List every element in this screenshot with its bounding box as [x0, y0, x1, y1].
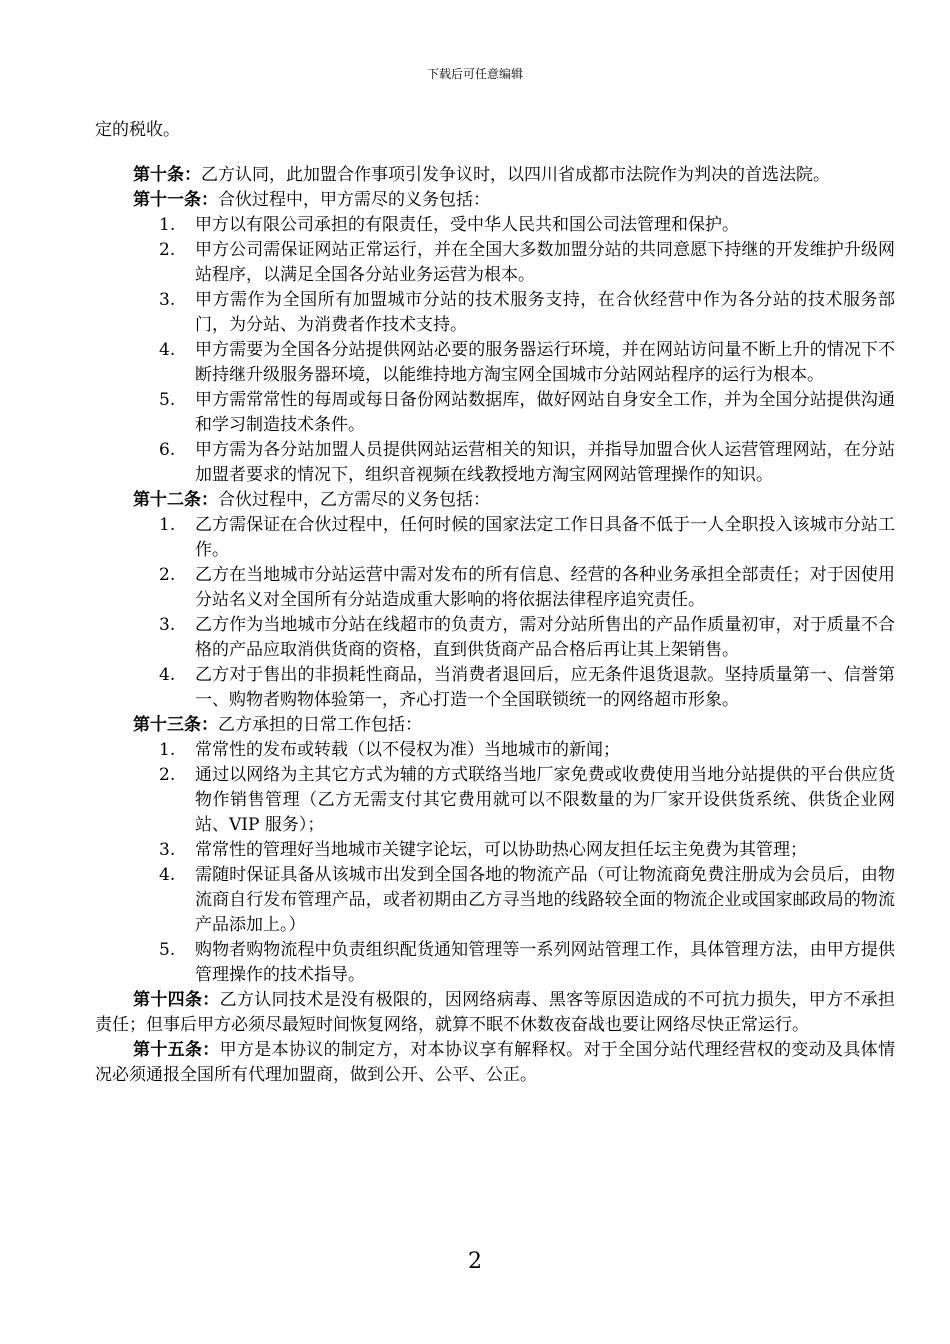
list-item-number: 1.: [159, 740, 176, 760]
article-paragraph: [95, 1038, 895, 1088]
article-text: 合伙过程中，甲方需尽的义务包括：: [218, 190, 490, 210]
article-paragraph: [95, 988, 895, 1038]
list-item: [95, 763, 895, 838]
article-label: 第十二条：: [133, 490, 218, 510]
list-item: [95, 863, 895, 938]
list-item-number: 3.: [159, 840, 176, 860]
article-item-list: [95, 513, 895, 713]
list-item-text: 通过以网络为主其它方式为辅的方式联络当地厂家免费或收费使用当地分站提供的平台供应货物作销售管理（乙方无需支付其它费用就可以不限数量的为厂家开设供货系统、供货企业网站、VIP 服务）；: [195, 765, 895, 835]
article-label: 第十条：: [133, 165, 201, 185]
article-list: [95, 163, 895, 1088]
list-item-text: 常常性的管理好当地城市关键字论坛，可以协助热心网友担任坛主免费为其管理；: [195, 840, 807, 860]
article-item-list: [95, 738, 895, 988]
article-paragraph: [95, 163, 895, 188]
list-item-text: 甲方需要为全国各分站提供网站必要的服务器运行环境，并在网站访问量不断上升的情况下不断持继升级服务器环境，以能维持地方淘宝网全国城市分站网站程序的运行为根本。: [195, 340, 895, 385]
list-item: [95, 388, 895, 438]
article-item-list: [95, 213, 895, 488]
article-label: 第十一条：: [133, 190, 218, 210]
article-text: 乙方认同，此加盟合作事项引发争议时，以四川省成都市法院作为判决的首选法院。: [201, 165, 830, 185]
list-item-text: 购物者购物流程中负责组织配货通知管理等一系列网站管理工作，具体管理方法，由甲方提供管理操作的技术指导。: [195, 940, 895, 985]
list-item-number: 2.: [159, 240, 176, 260]
list-item: [95, 938, 895, 988]
article-text: 甲方是本协议的制定方，对本协议享有解释权。对于全国分站代理经营权的变动及具体情况必须通报全国所有代理加盟商，做到公开、公平、公正。: [95, 1040, 896, 1085]
list-item-text: 乙方需保证在合伙过程中，任何时候的国家法定工作日具备不低于一人全职投入该城市分站工作。: [195, 515, 895, 560]
list-item: [95, 213, 895, 238]
article-paragraph: [95, 713, 895, 738]
list-item-text: 常常性的发布或转载（以不侵权为准）当地城市的新闻；: [195, 740, 620, 760]
list-item-number: 5.: [159, 940, 176, 960]
list-item: [95, 288, 895, 338]
list-item: [95, 338, 895, 388]
page-header: 下载后可任意编辑: [426, 67, 523, 81]
list-item-number: 4.: [159, 340, 176, 360]
list-item-text: 乙方对于售出的非损耗性商品，当消费者退回后，应无条件退货退款。坚持质量第一、信誉第一、购物者购物体验第一，齐心打造一个全国联锁统一的网络超市形象。: [195, 665, 895, 710]
list-item-text: 甲方需常常性的每周或每日备份网站数据库，做好网站自身安全工作，并为全国分站提供沟通和学习制造技术条件。: [195, 390, 895, 435]
list-item: [95, 563, 895, 613]
list-item-number: 4.: [159, 665, 176, 685]
list-item-text: 需随时保证具备从该城市出发到全国各地的物流产品（可让物流商免费注册成为会员后，由物流商自行发布管理产品，或者初期由乙方寻当地的线路较全面的物流企业或国家邮政局的物流产品添加上。）: [195, 865, 895, 935]
list-item: [95, 838, 895, 863]
list-item-number: 1.: [159, 215, 176, 235]
page-number: 2: [468, 1249, 482, 1274]
article-text: 乙方承担的日常工作包括：: [218, 715, 422, 735]
list-item: [95, 513, 895, 563]
continuation-text: 定的税收。: [95, 120, 180, 140]
article-label: 第十五条：: [133, 1040, 220, 1060]
list-item-text: 乙方作为当地城市分站在线超市的负责方，需对分站所售出的产品作质量初审，对于质量不合格的产品应取消供货商的资格，直到供货商产品合格后再让其上架销售。: [195, 615, 895, 660]
list-item-text: 甲方以有限公司承担的有限责任，受中华人民共和国公司法管理和保护。: [195, 215, 739, 235]
list-item-number: 5.: [159, 390, 176, 410]
article-paragraph: [95, 488, 895, 513]
list-item: [95, 738, 895, 763]
article-text: 乙方认同技术是没有极限的，因网络病毒、黑客等原因造成的不可抗力损失，甲方不承担责任；但事后甲方必须尽最短时间恢复网络，就算不眠不休数夜奋战也要让网络尽快正常运行。: [95, 990, 896, 1035]
list-item-text: 甲方公司需保证网站正常运行，并在全国大多数加盟分站的共同意愿下持继的开发维护升级网站程序，以满足全国各分站业务运营为根本。: [195, 240, 895, 285]
article-paragraph: [95, 188, 895, 213]
list-item-number: 3.: [159, 290, 176, 310]
article-label: 第十四条：: [133, 990, 220, 1010]
list-item: [95, 238, 895, 288]
document-body: [95, 118, 895, 1088]
article-label: 第十三条：: [133, 715, 218, 735]
list-item-number: 4.: [159, 865, 176, 885]
list-item-number: 6.: [159, 440, 176, 460]
list-item-text: 甲方需为各分站加盟人员提供网站运营相关的知识，并指导加盟合伙人运营管理网站，在分站加盟者要求的情况下，组织音视频在线教授地方淘宝网网站管理操作的知识。: [195, 440, 895, 485]
list-item: [95, 613, 895, 663]
list-item-number: 3.: [159, 615, 176, 635]
list-item-number: 2.: [159, 765, 176, 785]
list-item-number: 2.: [159, 565, 176, 585]
list-item-number: 1.: [159, 515, 176, 535]
list-item: [95, 663, 895, 713]
list-item-text: 乙方在当地城市分站运营中需对发布的所有信息、经营的各种业务承担全部责任；对于因使用分站名义对全国所有分站造成重大影响的将依据法律程序追究责任。: [195, 565, 895, 610]
list-item: [95, 438, 895, 488]
article-text: 合伙过程中，乙方需尽的义务包括：: [218, 490, 490, 510]
list-item-text: 甲方需作为全国所有加盟城市分站的技术服务支持，在合伙经营中作为各分站的技术服务部门，为分站、为消费者作技术支持。: [195, 290, 895, 335]
